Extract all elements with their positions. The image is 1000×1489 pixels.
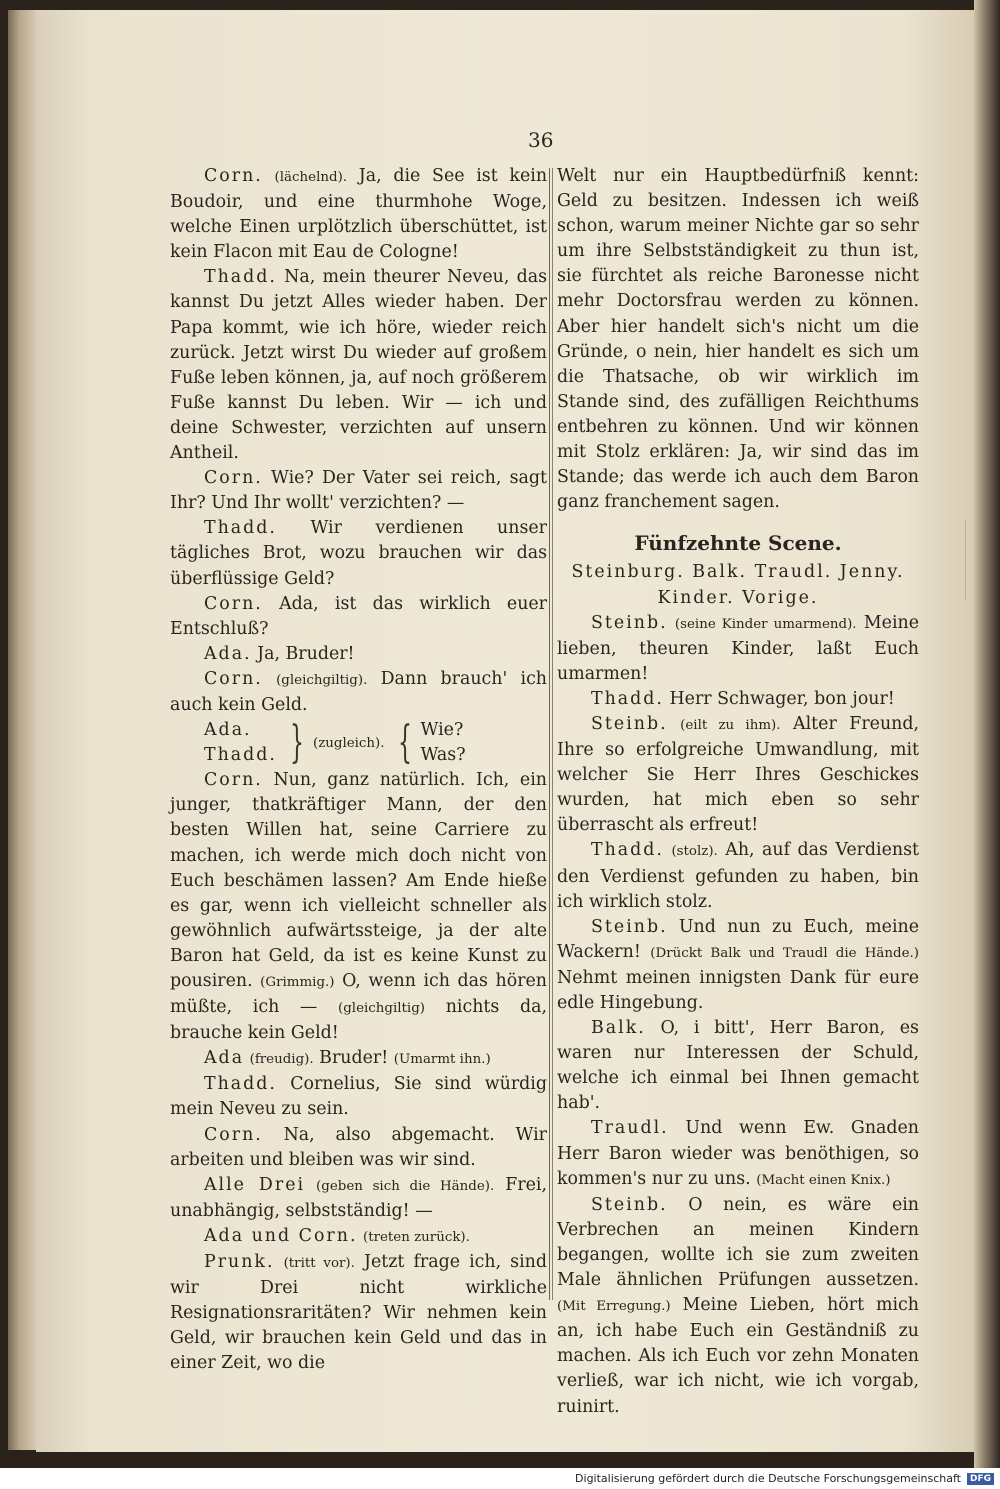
left-column <box>170 164 547 1377</box>
dfg-logo-icon: DFG <box>967 1473 994 1485</box>
dialogue-line: Corn. Na, also abgemacht. Wir arbeiten und bleiben was wir sind. <box>170 1124 547 1170</box>
page-stack-left <box>8 10 38 1450</box>
brace-icon: } <box>289 717 304 769</box>
bracket-stage: (zugleich). <box>312 735 385 751</box>
dialogue-line: Corn. (lächelnd). Ja, die See ist kein Boudoir, und eine thurmhohe Woge, welche Einen urplötzlich überschüttet, ist kein Flacon mit Eau de Cologne! <box>170 166 548 263</box>
bracket-words <box>421 718 466 768</box>
column-divider <box>549 168 550 1300</box>
dialogue-line: Steinb. (seine Kinder umarmend). Meine lieben, theuren Kinder, laßt Euch umarmen! <box>557 612 920 684</box>
dialogue-line: Thadd. Cornelius, Sie sind würdig mein Neveu zu sein. <box>170 1074 547 1120</box>
dialogue-line: Alle Drei (geben sich die Hände). Frei, unabhängig, selbstständig! — <box>170 1174 548 1221</box>
dialogue-line: Steinb. O nein, es wäre ein Verbrechen an meinen Kindern begangen, wollte ich sie zum zweiten Male ähnlichen Prüfungen aussetzen. (Mit Erregung.) Meine Lieben, hört mich an, ich habe Euch ein Geständniß zu machen. Als ich Euch vor zehn Monaten verließ, war ich nicht, wie ich vorgab, ruinirt. <box>557 1194 919 1417</box>
dialogue-line: Balk. O, i bitt', Herr Baron, es waren nur Interessen der Schuld, welche ich einmal bei Ihnen gemacht hab'. <box>557 1018 919 1114</box>
dialogue-line: Traudl. Und wenn Ew. Gnaden Herr Baron wieder was benöthigen, so kommen's nur zu uns. (Macht einen Knix.) <box>557 1118 920 1189</box>
dialogue-line: Thadd. Herr Schwager, bon jour! <box>591 688 895 709</box>
dialogue-line: Ada. Ja, Bruder! <box>204 643 355 664</box>
page-number: 36 <box>528 128 554 152</box>
dialogue-line: Corn. Nun, ganz natürlich. Ich, ein junger, thatkräftiger Mann, der den besten Willen hat, seine Carriere zu machen, ich werde mich doch nicht von Euch beschämen lassen? Am Ende hieße es gar, wenn ich vielleicht schneller als gewöhnlich aufwärtssteige, ja der alte Baron hat Geld, da ist es keine Kunst zu pousiren. (Grimmig.) O, wenn ich das hören müßte, ich — (gleichgiltig) nichts da, brauche kein Geld! <box>170 770 547 1044</box>
dialogue-line: Ada (freudig). Bruder! (Umarmt ihn.) <box>204 1048 491 1069</box>
right-column <box>557 164 919 1420</box>
dialogue-line: Corn. (gleichgiltig). Dann brauch' ich auch kein Geld. <box>170 668 548 715</box>
dialogue-line: Ada und Corn. (treten zurück). <box>204 1225 470 1246</box>
dialogue-line: Steinb. Und nun zu Euch, meine Wackern! (Drückt Balk und Traudl die Hände.) Nehmt meinen innigsten Dank für eure edle Hingebung. <box>557 916 920 1013</box>
bracket-speakers <box>204 718 277 768</box>
footer-bar <box>0 1468 1000 1489</box>
continued-text: Welt nur ein Hauptbedürfniß kennt: Geld zu besitzen. Indessen ich weiß schon, warum meiner Nichte gar so sehr um ihre Selbstständigkeit zu thun ist, sie fürchtet als reiche Baronesse nicht mehr Doctorsfrau werden zu können. Aber hier handelt sich's nicht um die Gründe, o nein, hier handelt es sich um die Thatsache, ob wir wirklich im Stande sind, des zufälligen Reichthums entbehren zu können. Und wir können mit Stolz erklären: Ja, wir sind das im Stande; das werde ich auch dem Baron ganz franchement sagen. <box>557 166 919 513</box>
cast-list: Steinburg. Balk. Traudl. Jenny. <box>571 562 905 583</box>
bracket-speaker: Thadd. <box>204 745 277 766</box>
brace-icon: { <box>397 717 412 769</box>
bracket-word: Wie? <box>420 720 464 741</box>
page-stack-right <box>974 0 1000 1468</box>
dialogue-line: Thadd. (stolz). Ah, auf das Verdienst den Verdienst gefunden zu haben, bin ich wirklich stolz. <box>557 840 920 912</box>
dialogue-line: Thadd. Na, mein theurer Neveu, das kannst Du jetzt Alles wieder haben. Der Papa kommt, wie ich höre, wieder reich zurück. Jetzt wirst Du wieder auf großem Fuße leben können, ja, auf noch größerem Fuße kannst Du leben. Wir — ich und deine Schwester, verzichten auf unsern Antheil. <box>170 267 547 464</box>
dialogue-line: Steinb. (eilt zu ihm). Alter Freund, Ihre so erfolgreiche Umwandlung, mit welcher Sie Herr Ihres Geschickes wurden, hat mich eben so sehr überrascht als erfreut! <box>557 713 920 836</box>
scene-title: Fünfzehnte Scene. <box>634 531 842 556</box>
column-divider-2 <box>552 168 553 1300</box>
bracket-word: Was? <box>420 745 466 766</box>
dialogue-line: Corn. Ada, ist das wirklich euer Entschluß? <box>170 593 547 639</box>
dialogue-line: Thadd. Wir verdienen unser tägliches Brot, wozu brauchen wir das überflüssige Geld? <box>170 518 547 589</box>
binding-thread <box>965 520 980 600</box>
dialogue-line: Corn. Wie? Der Vater sei reich, sagt Ihr? Und Ihr wollt' verzichten? — <box>170 468 547 514</box>
funding-notice: Digitalisierung gefördert durch die Deutsche Forschungsgemeinschaft <box>575 1472 961 1485</box>
simultaneous-speech <box>170 718 547 768</box>
dialogue-line: Prunk. (tritt vor). Jetzt frage ich, sind wir Drei nicht wirkliche Resignationsraritäten? Wir nehmen kein Geld, wir brauchen kein Geld und das in einer Zeit, wo die <box>170 1252 547 1374</box>
bracket-speaker: Ada. <box>204 720 252 741</box>
cast-list: Kinder. Vorige. <box>657 587 819 608</box>
